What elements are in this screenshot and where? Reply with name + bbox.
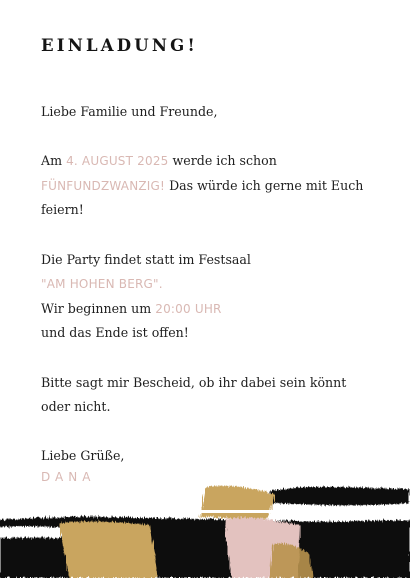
card-title: EINLADUNG!: [41, 36, 198, 55]
text-am: Am: [41, 153, 63, 169]
text-werde: werde ich schon: [172, 153, 277, 169]
paragraph-venue: [41, 248, 371, 346]
white-line: [0, 510, 410, 513]
text-beginnen: Wir beginnen um: [41, 300, 152, 316]
venue-name: "AM HOHEN BERG".: [41, 277, 163, 292]
greeting: Liebe Familie und Freunde,: [41, 104, 218, 119]
text-feiern: Das würde ich gerne mit Euch feiern!: [41, 177, 364, 218]
event-date: 4. AUGUST 2025: [66, 154, 169, 169]
black-brush-top-right: [270, 487, 410, 505]
invitation-body: [41, 100, 371, 469]
paragraph-rsvp: Bitte sagt mir Bescheid, ob ihr dabei sein könnt oder nicht.: [41, 374, 347, 415]
age-highlight: FÜNFUNDZWANZIG!: [41, 178, 166, 193]
gold-brush-left: [60, 522, 158, 578]
text-ende: und das Ende ist offen!: [41, 325, 189, 341]
closing: Liebe Grüße,: [41, 448, 125, 464]
gold-brush-top: [200, 486, 275, 519]
signature: DANA: [41, 470, 96, 484]
paragraph-date: [41, 149, 371, 223]
start-time: 20:00 UHR: [155, 301, 222, 316]
text-festsaal: Die Party findet statt im Festsaal: [41, 251, 251, 267]
brush-stroke-decoration: [0, 485, 410, 578]
